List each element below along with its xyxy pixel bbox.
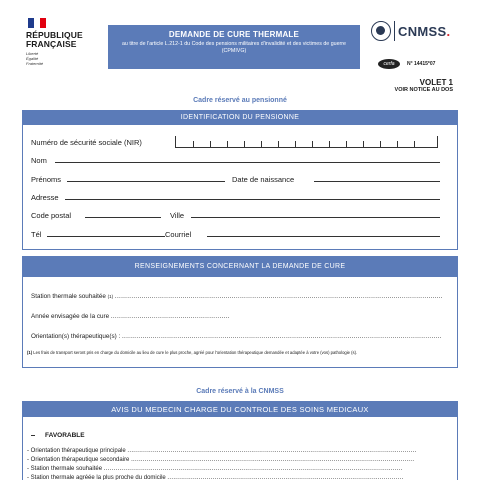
nir-input[interactable] [175,136,438,148]
cnmss-logo: CNMSS. [371,21,450,41]
adresse-label: Adresse [31,193,59,202]
prenoms-field[interactable] [67,181,225,182]
orientation-field[interactable]: Orientation(s) thérapeutique(s) : ............................................................................................................................................................ [31,333,442,340]
favorable-option[interactable]: FAVORABLE [31,432,85,439]
nom-field[interactable] [55,162,440,163]
favorable-checkbox[interactable] [31,435,35,436]
avis-medecin-section [22,401,458,480]
orientation-principale-field[interactable]: - Orientation thérapeutique principale ................................................................................................................................................... [27,448,417,454]
republique-motto: Liberté Égalité Fraternité [26,51,44,66]
cnmss-name: CNMSS [398,23,447,39]
identification-band: IDENTIFICATION DU PENSIONNE [23,111,457,125]
courriel-label: Courriel [165,230,192,239]
prenoms-label: Prénoms [31,175,62,184]
date-naissance-label: Date de naissance [232,175,295,184]
form-title-box [108,25,360,69]
tel-field[interactable] [47,236,165,237]
volet-label: VOLET 1 [419,78,453,87]
adresse-field[interactable] [65,199,440,200]
identification-section [22,110,458,250]
station-agreee-field[interactable]: - Station thermale agréée la plus proche du domicile ........................................................................................................................ [27,475,404,480]
voir-notice-label: VOIR NOTICE AU DOS [394,87,453,93]
renseignements-section [22,256,458,368]
date-naissance-field[interactable] [314,181,440,182]
code-postal-field[interactable] [85,217,161,218]
ville-field[interactable] [191,217,440,218]
transport-footnote: (1) Les frais de transport seront pris en charge du domicile au lieu de cure le plus proche, agréé pour l'orientation thérapeutique demandée et adaptée à votre (vos) pathologie (s). [27,350,358,355]
french-flag-icon [28,18,46,28]
tel-label: Tél [31,230,42,239]
avis-medecin-band: AVIS DU MEDECIN CHARGE DU CONTROLE DES SOINS MEDICAUX [23,402,457,417]
ville-label: Ville [170,211,185,220]
renseignements-band: RENSEIGNEMENTS CONCERNANT LA DEMANDE DE CURE [23,257,457,277]
cadre-cnmss-title: Cadre réservé à la CNMSS [196,388,284,395]
cerfa-number: N° 14415*07 [407,61,436,67]
cadre-pensionne-title: Cadre réservé au pensionné [193,97,287,104]
form-subtitle: au titre de l'article L.212-1 du Code des pensions militaires d'invalidité et des victimes de guerre (CPMIVG) [121,41,347,54]
republique-francaise-name: RÉPUBLIQUE FRANÇAISE [26,30,83,49]
cnmss-emblem-icon [371,21,391,41]
orientation-secondaire-field[interactable]: - Orientation thérapeutique secondaire ................................................................................................................................................ [27,457,415,463]
cerfa-logo: cerfa [378,59,400,69]
republique-francaise-logo [26,18,90,66]
nir-label: Numéro de sécurité sociale (NIR) [31,138,142,147]
code-postal-label: Code postal [31,211,72,220]
courriel-field[interactable] [207,236,440,237]
nom-label: Nom [31,156,47,165]
station-souhaitee-field[interactable]: Station thermale souhaitée (1) ................................................................................................................................................................ [31,293,443,300]
annee-envisagee-field[interactable]: Année envisagée de la cure .......................................................... [31,313,230,320]
station-souhaitee-cnmss-field[interactable]: - Station thermale souhaitée ........................................................................................................................................................ [27,466,403,472]
form-title: DEMANDE DE CURE THERMALE [168,30,300,39]
